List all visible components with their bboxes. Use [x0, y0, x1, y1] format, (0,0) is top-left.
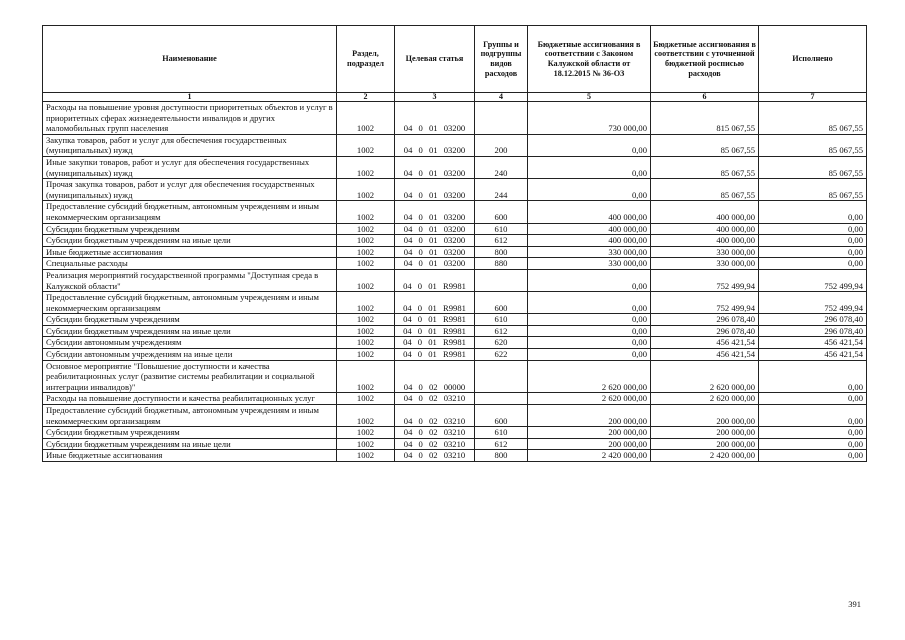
table-row	[43, 201, 867, 223]
budget-amount-cell: 330 000,00	[528, 246, 651, 258]
column-number: 7	[759, 93, 867, 102]
header-budget-by-law: Бюджетные ассигнования в соответствии с Законом Калужской области от 18.12.2015 № 36-ОЗ	[528, 26, 651, 93]
table-row	[43, 292, 867, 314]
header-target-item: Целевая статья	[395, 26, 475, 93]
budget-amount-cell: 200 000,00	[528, 427, 651, 439]
section-code-cell: 1002	[337, 438, 395, 450]
expense-group-cell: 612	[475, 438, 528, 450]
table-row	[43, 325, 867, 337]
target-item-cell: 04 0 01 03200	[395, 223, 475, 235]
table-row	[43, 405, 867, 427]
executed-amount-cell: 296 078,40	[759, 325, 867, 337]
expense-group-cell: 600	[475, 292, 528, 314]
refined-amount-cell: 400 000,00	[651, 223, 759, 235]
row-name-cell: Субсидии бюджетным учреждениям	[43, 223, 337, 235]
row-name-cell: Предоставление субсидий бюджетным, автономным учреждениям и иным некоммерческим организациям	[43, 292, 337, 314]
executed-amount-cell: 0,00	[759, 258, 867, 270]
row-name-cell: Расходы на повышение уровня доступности приоритетных объектов и услуг в приоритетных сферах жизнедеятельности инвалидов и других маломобильных групп населения	[43, 102, 337, 135]
refined-amount-cell: 296 078,40	[651, 314, 759, 326]
expense-group-cell: 610	[475, 314, 528, 326]
section-code-cell: 1002	[337, 393, 395, 405]
row-name-cell: Субсидии бюджетным учреждениям на иные цели	[43, 325, 337, 337]
budget-amount-cell: 330 000,00	[528, 258, 651, 270]
table-body	[43, 102, 867, 462]
table-row	[43, 102, 867, 135]
header-row	[43, 26, 867, 93]
table-row	[43, 360, 867, 393]
executed-amount-cell: 0,00	[759, 393, 867, 405]
target-item-cell: 04 0 01 03200	[395, 102, 475, 135]
budget-amount-cell: 0,00	[528, 134, 651, 156]
executed-amount-cell: 85 067,55	[759, 102, 867, 135]
executed-amount-cell: 752 499,94	[759, 269, 867, 291]
row-name-cell: Реализация мероприятий государственной программы "Доступная среда в Калужской области"	[43, 269, 337, 291]
budget-amount-cell: 400 000,00	[528, 223, 651, 235]
header-refined-budget: Бюджетные ассигнования в соответствии с уточненной бюджетной росписью расходов	[651, 26, 759, 93]
row-name-cell: Субсидии автономным учреждениям на иные цели	[43, 349, 337, 361]
executed-amount-cell: 0,00	[759, 246, 867, 258]
section-code-cell: 1002	[337, 349, 395, 361]
expense-group-cell: 600	[475, 201, 528, 223]
executed-amount-cell: 0,00	[759, 438, 867, 450]
executed-amount-cell: 296 078,40	[759, 314, 867, 326]
budget-amount-cell: 0,00	[528, 292, 651, 314]
section-code-cell: 1002	[337, 269, 395, 291]
table-row	[43, 349, 867, 361]
expense-group-cell: 880	[475, 258, 528, 270]
budget-execution-table	[42, 25, 867, 462]
row-name-cell: Иные бюджетные ассигнования	[43, 246, 337, 258]
executed-amount-cell: 0,00	[759, 450, 867, 462]
expense-group-cell: 620	[475, 337, 528, 349]
row-name-cell: Иные закупки товаров, работ и услуг для обеспечения государственных (муниципальных) нужд	[43, 156, 337, 178]
expense-group-cell: 610	[475, 223, 528, 235]
target-item-cell: 04 0 02 03210	[395, 427, 475, 439]
row-name-cell: Предоставление субсидий бюджетным, автономным учреждениям и иным некоммерческим организациям	[43, 201, 337, 223]
executed-amount-cell: 0,00	[759, 201, 867, 223]
section-code-cell: 1002	[337, 405, 395, 427]
refined-amount-cell: 2 420 000,00	[651, 450, 759, 462]
row-name-cell: Закупка товаров, работ и услуг для обеспечения государственных (муниципальных) нужд	[43, 134, 337, 156]
target-item-cell: 04 0 01 03200	[395, 156, 475, 178]
expense-group-cell: 612	[475, 325, 528, 337]
budget-amount-cell: 200 000,00	[528, 405, 651, 427]
expense-group-cell	[475, 360, 528, 393]
budget-amount-cell: 0,00	[528, 179, 651, 201]
section-code-cell: 1002	[337, 246, 395, 258]
budget-amount-cell: 0,00	[528, 349, 651, 361]
header-section: Раздел, подраздел	[337, 26, 395, 93]
table-row	[43, 393, 867, 405]
executed-amount-cell: 456 421,54	[759, 337, 867, 349]
table-row	[43, 235, 867, 247]
row-name-cell: Субсидии бюджетным учреждениям на иные цели	[43, 235, 337, 247]
table-row	[43, 134, 867, 156]
refined-amount-cell: 200 000,00	[651, 405, 759, 427]
table-row	[43, 179, 867, 201]
target-item-cell: 04 0 01 03200	[395, 201, 475, 223]
table-row	[43, 438, 867, 450]
row-name-cell: Прочая закупка товаров, работ и услуг для обеспечения государственных (муниципальных) нужд	[43, 179, 337, 201]
row-name-cell: Основное мероприятие "Повышение доступности и качества реабилитационных услуг (развитие системы реабилитации и социальной интеграции инвалидов)"	[43, 360, 337, 393]
refined-amount-cell: 200 000,00	[651, 438, 759, 450]
budget-amount-cell: 400 000,00	[528, 201, 651, 223]
refined-amount-cell: 815 067,55	[651, 102, 759, 135]
executed-amount-cell: 85 067,55	[759, 156, 867, 178]
expense-group-cell: 610	[475, 427, 528, 439]
column-number: 1	[43, 93, 337, 102]
section-code-cell: 1002	[337, 102, 395, 135]
refined-amount-cell: 2 620 000,00	[651, 360, 759, 393]
header-name: Наименование	[43, 26, 337, 93]
refined-amount-cell: 200 000,00	[651, 427, 759, 439]
target-item-cell: 04 0 01 03200	[395, 179, 475, 201]
expense-group-cell: 244	[475, 179, 528, 201]
refined-amount-cell: 456 421,54	[651, 349, 759, 361]
target-item-cell: 04 0 02 03210	[395, 393, 475, 405]
table-row	[43, 156, 867, 178]
expense-group-cell	[475, 102, 528, 135]
executed-amount-cell: 456 421,54	[759, 349, 867, 361]
budget-amount-cell: 0,00	[528, 156, 651, 178]
refined-amount-cell: 330 000,00	[651, 258, 759, 270]
refined-amount-cell: 2 620 000,00	[651, 393, 759, 405]
table-row	[43, 246, 867, 258]
refined-amount-cell: 400 000,00	[651, 201, 759, 223]
budget-amount-cell: 2 420 000,00	[528, 450, 651, 462]
expense-group-cell: 800	[475, 450, 528, 462]
section-code-cell: 1002	[337, 156, 395, 178]
row-name-cell: Специальные расходы	[43, 258, 337, 270]
table-row	[43, 427, 867, 439]
column-number: 4	[475, 93, 528, 102]
budget-amount-cell: 0,00	[528, 269, 651, 291]
refined-amount-cell: 85 067,55	[651, 179, 759, 201]
table-row	[43, 269, 867, 291]
executed-amount-cell: 0,00	[759, 223, 867, 235]
target-item-cell: 04 0 01 03200	[395, 246, 475, 258]
section-code-cell: 1002	[337, 427, 395, 439]
executed-amount-cell: 0,00	[759, 360, 867, 393]
header-expense-group: Группы и подгруппы видов расходов	[475, 26, 528, 93]
executed-amount-cell: 0,00	[759, 405, 867, 427]
row-name-cell: Субсидии бюджетным учреждениям	[43, 427, 337, 439]
expense-group-cell: 622	[475, 349, 528, 361]
target-item-cell: 04 0 02 03210	[395, 405, 475, 427]
expense-group-cell	[475, 269, 528, 291]
budget-amount-cell: 0,00	[528, 325, 651, 337]
row-name-cell: Иные бюджетные ассигнования	[43, 450, 337, 462]
executed-amount-cell: 0,00	[759, 235, 867, 247]
page-number: 391	[848, 599, 861, 609]
row-name-cell: Субсидии бюджетным учреждениям	[43, 314, 337, 326]
row-name-cell: Субсидии бюджетным учреждениям на иные цели	[43, 438, 337, 450]
executed-amount-cell: 85 067,55	[759, 134, 867, 156]
row-name-cell: Предоставление субсидий бюджетным, автономным учреждениям и иным некоммерческим организациям	[43, 405, 337, 427]
row-name-cell: Расходы на повышение доступности и качества реабилитационных услуг	[43, 393, 337, 405]
section-code-cell: 1002	[337, 258, 395, 270]
section-code-cell: 1002	[337, 337, 395, 349]
expense-group-cell: 800	[475, 246, 528, 258]
refined-amount-cell: 330 000,00	[651, 246, 759, 258]
target-item-cell: 04 0 01 03200	[395, 235, 475, 247]
target-item-cell: 04 0 02 00000	[395, 360, 475, 393]
target-item-cell: 04 0 02 03210	[395, 438, 475, 450]
budget-amount-cell: 0,00	[528, 337, 651, 349]
column-number: 3	[395, 93, 475, 102]
budget-amount-cell: 200 000,00	[528, 438, 651, 450]
budget-amount-cell: 0,00	[528, 314, 651, 326]
table-row	[43, 223, 867, 235]
table-row	[43, 337, 867, 349]
target-item-cell: 04 0 01 R9981	[395, 337, 475, 349]
column-number: 5	[528, 93, 651, 102]
section-code-cell: 1002	[337, 223, 395, 235]
target-item-cell: 04 0 01 R9981	[395, 269, 475, 291]
refined-amount-cell: 400 000,00	[651, 235, 759, 247]
section-code-cell: 1002	[337, 292, 395, 314]
target-item-cell: 04 0 02 03210	[395, 450, 475, 462]
expense-group-cell: 240	[475, 156, 528, 178]
refined-amount-cell: 456 421,54	[651, 337, 759, 349]
target-item-cell: 04 0 01 03200	[395, 134, 475, 156]
refined-amount-cell: 85 067,55	[651, 156, 759, 178]
section-code-cell: 1002	[337, 201, 395, 223]
budget-amount-cell: 2 620 000,00	[528, 360, 651, 393]
target-item-cell: 04 0 01 R9981	[395, 325, 475, 337]
budget-amount-cell: 400 000,00	[528, 235, 651, 247]
section-code-cell: 1002	[337, 235, 395, 247]
section-code-cell: 1002	[337, 325, 395, 337]
section-code-cell: 1002	[337, 360, 395, 393]
executed-amount-cell: 85 067,55	[759, 179, 867, 201]
executed-amount-cell: 752 499,94	[759, 292, 867, 314]
expense-group-cell	[475, 393, 528, 405]
section-code-cell: 1002	[337, 314, 395, 326]
refined-amount-cell: 752 499,94	[651, 292, 759, 314]
section-code-cell: 1002	[337, 450, 395, 462]
table-row	[43, 450, 867, 462]
expense-group-cell: 600	[475, 405, 528, 427]
table-row	[43, 258, 867, 270]
header-executed: Исполнено	[759, 26, 867, 93]
row-name-cell: Субсидии автономным учреждениям	[43, 337, 337, 349]
budget-amount-cell: 730 000,00	[528, 102, 651, 135]
target-item-cell: 04 0 01 R9981	[395, 292, 475, 314]
column-number: 6	[651, 93, 759, 102]
column-number-row	[43, 93, 867, 102]
section-code-cell: 1002	[337, 179, 395, 201]
refined-amount-cell: 85 067,55	[651, 134, 759, 156]
refined-amount-cell: 752 499,94	[651, 269, 759, 291]
table-row	[43, 314, 867, 326]
budget-amount-cell: 2 620 000,00	[528, 393, 651, 405]
expense-group-cell: 200	[475, 134, 528, 156]
executed-amount-cell: 0,00	[759, 427, 867, 439]
expense-group-cell: 612	[475, 235, 528, 247]
target-item-cell: 04 0 01 R9981	[395, 314, 475, 326]
column-number: 2	[337, 93, 395, 102]
target-item-cell: 04 0 01 R9981	[395, 349, 475, 361]
refined-amount-cell: 296 078,40	[651, 325, 759, 337]
section-code-cell: 1002	[337, 134, 395, 156]
target-item-cell: 04 0 01 03200	[395, 258, 475, 270]
